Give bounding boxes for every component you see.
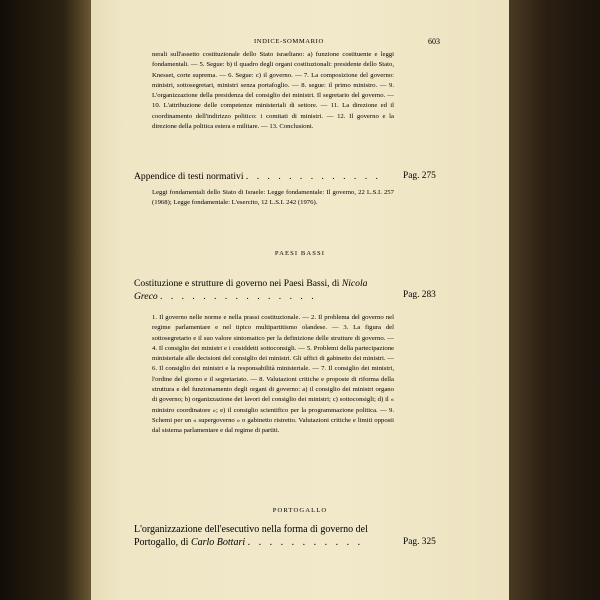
running-head: INDICE-SOMMARIO	[254, 38, 324, 45]
portogallo-page-ref: Pag. 325	[403, 537, 436, 547]
paesi-bassi-body: 1. Il governo nelle norme e nella prassi costituzionale. — 2. Il problema del governo nel regime parlamentare e nel tipico multipartitismo olandese. — 3. La figura del sottosegretario e il suo valore sintomatico per la definizione delle strutture di governo. — 4. Il consiglio dei ministri e i cosiddetti sottoconsigli. — 5. Problemi della partecipazione ministeriale alle decisioni del consiglio dei ministri. Gli uffici di gabinetto dei ministri. — 6. Il consiglio dei ministri e la responsabilità ministeriale. — 7. Il consiglio dei ministri, l'ordine del giorno e il segretariato. — 8. Valutazioni critiche e proposte di riforma della struttura e del funzionamento degli organi di governo: a) il consiglio dei ministri organo di governo; b) organizzazione dei lavori del consiglio dei ministri; c) sottoconsigli; d) il « ministro coordinatore »; e) il consiglio scientifico per la programmazione politica. — 9. Schemi per un « supergoverno » o gabinetto ristretto. Valutazioni critiche e limiti opposti dal sistema parlamentare e dal regime di partiti.	[152, 314, 394, 435]
right-shadow	[509, 0, 600, 600]
portogallo-dots: . . . . . . . . . . .	[247, 537, 364, 548]
israel-contents-text: nerali sull'assetto costituzionale dello Stato israeliano: a) funzione costituente e leggi fondamentali. — 5. Segue: b) il quadro degli organi costituzionali: presidente dello Stato, Knesset, corte suprema. — 6. Segue: c) il governo. — 7. La composizione del governo: ministri, sottosegretari, ministri senza portafoglio. — 8. segue: il primo ministro. — 9. L'organizzazione della presidenza del consiglio dei ministri. Il segretario del governo. — 10. L'attribuzione delle competenze ministeriali di settore. — 11. La direzione ed il coordinamento dell'indirizzo politico: i comitati di ministri. — 12. Il governo e la direzione della politica estera e militare. — 13. Conclusioni.	[152, 51, 394, 131]
paesi-bassi-dots: . . . . . . . . . . . . . . .	[160, 290, 317, 302]
page-number: 603	[428, 37, 440, 46]
section-paesi-bassi: PAESI BASSI	[274, 250, 326, 257]
appendice-body: Leggi fondamentali dello Stato di Israele: Legge fondamentale: Il governo, 22 L.S.I. 257 (1968); Legge fondamentale: L'esercito, 12 L.S.I. 242 (1976).	[152, 189, 394, 207]
portogallo-title: L'organizzazione dell'esecutivo nella forma di governo del	[134, 524, 368, 535]
portogallo-title-prefix: Portogallo, di	[134, 537, 189, 548]
paesi-bassi-author-first: Nicola	[341, 278, 368, 289]
paesi-bassi-page-ref: Pag. 283	[403, 290, 436, 300]
appendice-title: Appendice di testi normativi	[134, 171, 244, 182]
left-shadow	[0, 0, 91, 600]
paesi-bassi-author-last: Greco	[134, 290, 158, 302]
paesi-bassi-heading	[134, 278, 404, 303]
appendice-dots: . . . . . . . . . . . . .	[245, 171, 381, 182]
portogallo-heading	[134, 523, 404, 549]
israel-contents-paragraph	[152, 50, 394, 132]
paesi-bassi-title: Costituzione e strutture di governo nei Paesi Bassi, di	[134, 278, 340, 289]
section-portogallo: PORTOGALLO	[272, 507, 328, 514]
appendice-page-ref: Pag. 275	[403, 171, 436, 181]
appendice-heading	[134, 171, 404, 184]
portogallo-author: Carlo Bottari	[190, 537, 246, 548]
